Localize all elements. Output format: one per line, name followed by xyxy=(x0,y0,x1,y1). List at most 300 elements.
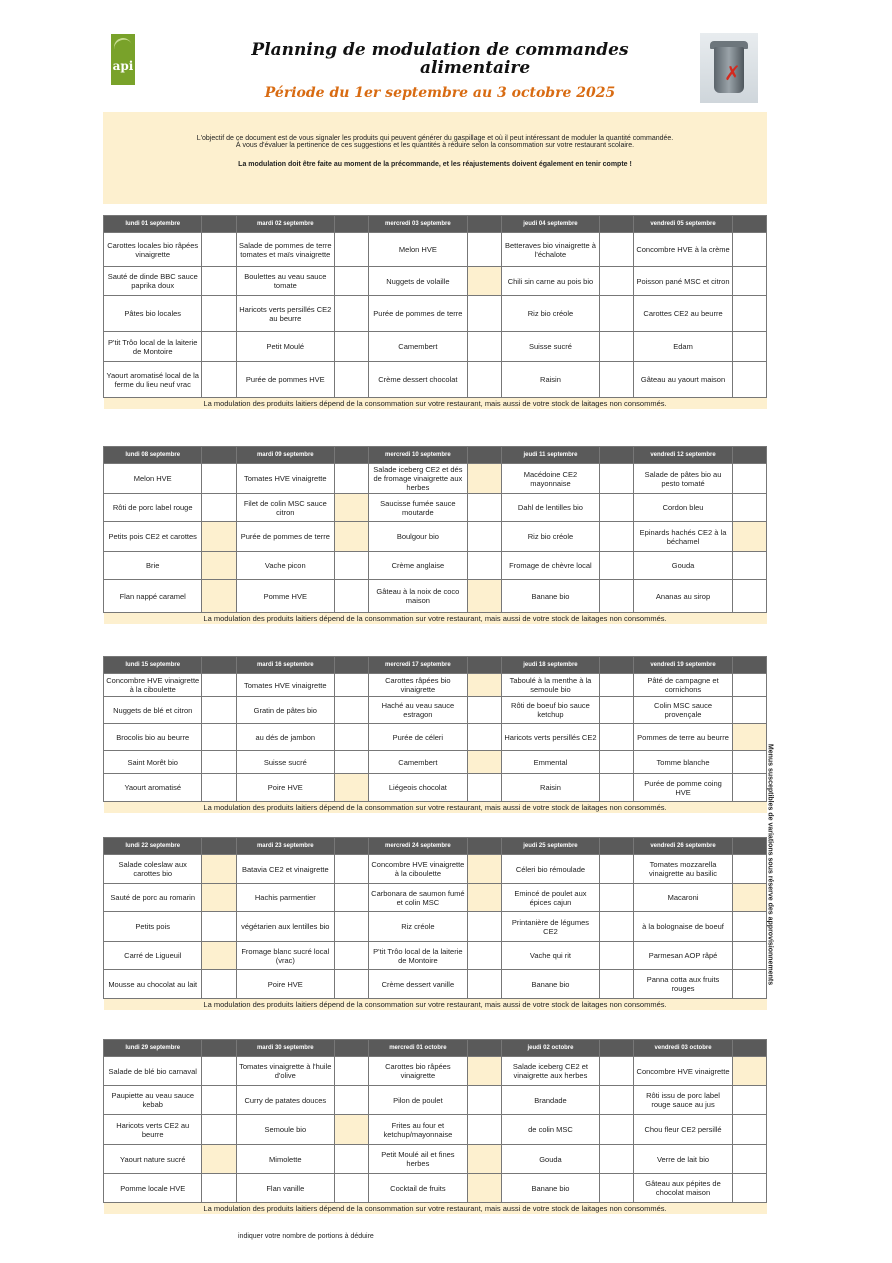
portion-header xyxy=(335,657,369,674)
portion-reduction-cell[interactable] xyxy=(335,464,369,494)
page-title: Planning de modulation de commandes xyxy=(251,40,629,60)
portion-header xyxy=(202,216,236,233)
portion-reduction-cell[interactable] xyxy=(202,970,236,999)
table-row xyxy=(104,855,767,884)
menu-item: Betteraves bio vinaigrette à l'échalote xyxy=(501,233,599,267)
menu-item: Pomme locale HVE xyxy=(104,1174,202,1203)
menu-item: Pomme HVE xyxy=(236,580,334,613)
menu-item: Paupiette au veau sauce kebab xyxy=(104,1086,202,1115)
portion-reduction-cell[interactable] xyxy=(467,855,501,884)
portion-reduction-cell[interactable] xyxy=(335,674,369,697)
portion-reduction-cell[interactable] xyxy=(732,774,766,802)
portion-reduction-cell[interactable] xyxy=(600,464,634,494)
portion-reduction-cell[interactable] xyxy=(732,267,766,296)
week-table xyxy=(103,656,767,813)
portion-header xyxy=(732,838,766,855)
menu-item: Petit Moulé xyxy=(236,332,334,362)
menu-item: Concombre HVE vinaigrette à la ciboulette xyxy=(369,855,467,884)
portion-reduction-cell[interactable] xyxy=(600,751,634,774)
api-logo xyxy=(111,34,135,85)
menu-item: Suisse sucré xyxy=(236,751,334,774)
portion-reduction-cell[interactable] xyxy=(467,970,501,999)
portion-reduction-cell[interactable] xyxy=(600,552,634,580)
day-header: mercredi 01 octobre xyxy=(369,1040,467,1057)
day-header: lundi 01 septembre xyxy=(104,216,202,233)
portion-reduction-cell[interactable] xyxy=(335,494,369,522)
menu-item: Salade de blé bio carnaval xyxy=(104,1057,202,1086)
menu-item: Purée de pommes de terre xyxy=(236,522,334,552)
table-row xyxy=(104,233,767,267)
portion-reduction-cell[interactable] xyxy=(732,1115,766,1145)
menu-item: Boulettes au veau sauce tomate xyxy=(236,267,334,296)
menu-item: Riz créole xyxy=(369,912,467,942)
portion-reduction-cell[interactable] xyxy=(732,1174,766,1203)
menu-item: Crème anglaise xyxy=(369,552,467,580)
table-row xyxy=(104,884,767,912)
portion-reduction-cell[interactable] xyxy=(335,1174,369,1203)
portion-reduction-cell[interactable] xyxy=(600,580,634,613)
menu-item: Poire HVE xyxy=(236,774,334,802)
menu-item: Cocktail de fruits xyxy=(369,1174,467,1203)
table-row xyxy=(104,296,767,332)
menu-item: Tomates HVE vinaigrette xyxy=(236,674,334,697)
week-table xyxy=(103,446,767,624)
menu-item: Purée de pommes HVE xyxy=(236,362,334,398)
portion-reduction-cell[interactable] xyxy=(467,942,501,970)
menu-item: Salade iceberg CE2 et vinaigrette aux herbes xyxy=(501,1057,599,1086)
menu-item: Edam xyxy=(634,332,732,362)
menu-item: Curry de patates douces xyxy=(236,1086,334,1115)
menu-item: Nuggets de blé et citron xyxy=(104,697,202,724)
intro-line-2: À vous d'évaluer la pertinence de ces suggestions et les quantités à réduire selon la consommation sur votre restaurant scolaire. xyxy=(235,142,635,149)
menu-item: Raisin xyxy=(501,774,599,802)
day-header: lundi 22 septembre xyxy=(104,838,202,855)
portion-reduction-cell[interactable] xyxy=(202,1057,236,1086)
portion-reduction-cell[interactable] xyxy=(600,332,634,362)
portion-reduction-cell[interactable] xyxy=(335,912,369,942)
menu-item: Yaourt aromatisé local de la ferme du lieu neuf vrac xyxy=(104,362,202,398)
menu-item: Chili sin carne au pois bio xyxy=(501,267,599,296)
portion-header xyxy=(335,1040,369,1057)
day-header: vendredi 12 septembre xyxy=(634,447,732,464)
portion-reduction-cell[interactable] xyxy=(467,267,501,296)
portion-reduction-cell[interactable] xyxy=(467,1086,501,1115)
portion-reduction-cell[interactable] xyxy=(202,332,236,362)
table-row xyxy=(104,1145,767,1174)
portion-reduction-cell[interactable] xyxy=(467,494,501,522)
dairy-note-row xyxy=(104,999,767,1011)
portion-reduction-cell[interactable] xyxy=(467,697,501,724)
menu-item: Banane bio xyxy=(501,580,599,613)
menu-item: Petits pois xyxy=(104,912,202,942)
red-cross-icon: ✗ xyxy=(724,61,741,85)
portion-reduction-cell[interactable] xyxy=(335,774,369,802)
portion-reduction-cell[interactable] xyxy=(202,494,236,522)
portion-reduction-cell[interactable] xyxy=(732,884,766,912)
menu-item: Haricots verts persillés CE2 xyxy=(501,724,599,751)
menu-item: Yaourt aromatisé xyxy=(104,774,202,802)
portion-reduction-cell[interactable] xyxy=(335,1145,369,1174)
portion-reduction-cell[interactable] xyxy=(600,233,634,267)
side-note-text: Menus susceptibles de variations sous réserve des approvisionnements xyxy=(766,743,774,986)
intro-box xyxy=(103,112,767,204)
dairy-note-row xyxy=(104,613,767,625)
portion-reduction-cell[interactable] xyxy=(335,751,369,774)
portion-reduction-cell[interactable] xyxy=(732,697,766,724)
portion-reduction-cell[interactable] xyxy=(467,362,501,398)
day-header: jeudi 18 septembre xyxy=(501,657,599,674)
portion-reduction-cell[interactable] xyxy=(732,464,766,494)
menu-item: Flan vanille xyxy=(236,1174,334,1203)
portion-reduction-cell[interactable] xyxy=(202,912,236,942)
portion-reduction-cell[interactable] xyxy=(335,296,369,332)
table-row xyxy=(104,332,767,362)
portion-reduction-cell[interactable] xyxy=(600,494,634,522)
portion-reduction-cell[interactable] xyxy=(600,1057,634,1086)
day-header: mardi 23 septembre xyxy=(236,838,334,855)
day-header: vendredi 19 septembre xyxy=(634,657,732,674)
day-header: lundi 29 septembre xyxy=(104,1040,202,1057)
portion-reduction-cell[interactable] xyxy=(202,942,236,970)
day-header-row xyxy=(104,1040,767,1057)
portion-reduction-cell[interactable] xyxy=(467,774,501,802)
menu-item: Haricots verts persillés CE2 au beurre xyxy=(236,296,334,332)
menu-item: Salade de pâtes bio au pesto tomaté xyxy=(634,464,732,494)
week-table xyxy=(103,837,767,1010)
menu-item: Printanière de légumes CE2 xyxy=(501,912,599,942)
portion-reduction-cell[interactable] xyxy=(335,522,369,552)
table-row xyxy=(104,1115,767,1145)
portion-reduction-cell[interactable] xyxy=(732,296,766,332)
portion-reduction-cell[interactable] xyxy=(732,1057,766,1086)
portion-reduction-cell[interactable] xyxy=(202,1174,236,1203)
portion-reduction-cell[interactable] xyxy=(467,233,501,267)
portion-reduction-cell[interactable] xyxy=(202,1115,236,1145)
title-overflow-fragment xyxy=(420,58,531,78)
portion-reduction-cell[interactable] xyxy=(335,362,369,398)
menu-item: Macaroni xyxy=(634,884,732,912)
portion-reduction-cell[interactable] xyxy=(600,724,634,751)
portion-reduction-cell[interactable] xyxy=(202,1086,236,1115)
menu-item: Banane bio xyxy=(501,1174,599,1203)
portion-reduction-cell[interactable] xyxy=(600,1174,634,1203)
portion-reduction-cell[interactable] xyxy=(600,1145,634,1174)
portion-reduction-cell[interactable] xyxy=(732,724,766,751)
menu-item: Parmesan AOP râpé xyxy=(634,942,732,970)
menu-item: de colin MSC xyxy=(501,1115,599,1145)
menu-item: Tomates vinaigrette à l'huile d'olive xyxy=(236,1057,334,1086)
menu-item: P'tit Trôo local de la laiterie de Montoire xyxy=(104,332,202,362)
dairy-note: La modulation des produits laitiers dépend de la consommation sur votre restaurant, mais aussi de votre stock de laitages non consommés. xyxy=(104,999,767,1011)
portion-reduction-cell[interactable] xyxy=(600,970,634,999)
menu-item: Tomates HVE vinaigrette xyxy=(236,464,334,494)
menu-item: Melon HVE xyxy=(369,233,467,267)
day-header-row xyxy=(104,838,767,855)
portion-reduction-cell[interactable] xyxy=(467,522,501,552)
day-header: jeudi 11 septembre xyxy=(501,447,599,464)
menu-item: Pommes de terre au beurre xyxy=(634,724,732,751)
portion-reduction-cell[interactable] xyxy=(467,912,501,942)
portion-reduction-cell[interactable] xyxy=(732,494,766,522)
menu-item: Pâtes bio locales xyxy=(104,296,202,332)
portion-reduction-cell[interactable] xyxy=(202,362,236,398)
day-header: mardi 16 septembre xyxy=(236,657,334,674)
portion-reduction-cell[interactable] xyxy=(600,942,634,970)
portion-reduction-cell[interactable] xyxy=(467,332,501,362)
portion-reduction-cell[interactable] xyxy=(202,855,236,884)
portion-reduction-cell[interactable] xyxy=(467,464,501,494)
table-row xyxy=(104,751,767,774)
portion-reduction-cell[interactable] xyxy=(202,464,236,494)
menu-item: Haché au veau sauce estragon xyxy=(369,697,467,724)
portion-reduction-cell[interactable] xyxy=(202,267,236,296)
portion-reduction-cell[interactable] xyxy=(335,1115,369,1145)
portion-reduction-cell[interactable] xyxy=(732,942,766,970)
day-header-row xyxy=(104,447,767,464)
portion-reduction-cell[interactable] xyxy=(335,580,369,613)
portion-header xyxy=(732,216,766,233)
day-header: jeudi 25 septembre xyxy=(501,838,599,855)
table-row xyxy=(104,942,767,970)
portion-reduction-cell[interactable] xyxy=(335,1057,369,1086)
portion-reduction-cell[interactable] xyxy=(202,697,236,724)
portion-header xyxy=(467,216,501,233)
day-header: jeudi 04 septembre xyxy=(501,216,599,233)
menu-item: Mimolette xyxy=(236,1145,334,1174)
menu-item: Carré de Ligueuil xyxy=(104,942,202,970)
portion-reduction-cell[interactable] xyxy=(600,697,634,724)
menu-item: Panna cotta aux fruits rouges xyxy=(634,970,732,999)
menu-item: Gâteau à la noix de coco maison xyxy=(369,580,467,613)
portion-reduction-cell[interactable] xyxy=(732,1086,766,1115)
portion-reduction-cell[interactable] xyxy=(732,233,766,267)
portion-reduction-cell[interactable] xyxy=(467,1145,501,1174)
portion-reduction-cell[interactable] xyxy=(600,1086,634,1115)
portion-reduction-cell[interactable] xyxy=(202,522,236,552)
portion-reduction-cell[interactable] xyxy=(467,884,501,912)
portion-reduction-cell[interactable] xyxy=(335,942,369,970)
menu-item: Filet de colin MSC sauce citron xyxy=(236,494,334,522)
menu-item: Saucisse fumée sauce moutarde xyxy=(369,494,467,522)
menu-item: Emincé de poulet aux épices cajun xyxy=(501,884,599,912)
menu-item: Brocolis bio au beurre xyxy=(104,724,202,751)
portion-reduction-cell[interactable] xyxy=(335,267,369,296)
portion-reduction-cell[interactable] xyxy=(467,724,501,751)
portion-reduction-cell[interactable] xyxy=(335,884,369,912)
portion-header xyxy=(600,447,634,464)
menu-item: Petits pois CE2 et carottes xyxy=(104,522,202,552)
table-row xyxy=(104,724,767,751)
portion-reduction-cell[interactable] xyxy=(202,1145,236,1174)
portion-header xyxy=(732,447,766,464)
menu-item: Salade de pommes de terre tomates et maïs vinaigrette xyxy=(236,233,334,267)
table-row xyxy=(104,522,767,552)
portion-reduction-cell[interactable] xyxy=(600,267,634,296)
menu-item: Rôti de porc label rouge xyxy=(104,494,202,522)
menu-item: Flan nappé caramel xyxy=(104,580,202,613)
portion-reduction-cell[interactable] xyxy=(467,1174,501,1203)
portion-header xyxy=(467,447,501,464)
menu-item: Gâteau aux pépites de chocolat maison xyxy=(634,1174,732,1203)
portion-reduction-cell[interactable] xyxy=(202,884,236,912)
day-header: mardi 30 septembre xyxy=(236,1040,334,1057)
portion-header xyxy=(335,838,369,855)
portion-reduction-cell[interactable] xyxy=(600,296,634,332)
day-header: vendredi 03 octobre xyxy=(634,1040,732,1057)
menu-item: Vache picon xyxy=(236,552,334,580)
portion-reduction-cell[interactable] xyxy=(467,552,501,580)
table-row xyxy=(104,697,767,724)
menu-item: au dés de jambon xyxy=(236,724,334,751)
portion-reduction-cell[interactable] xyxy=(467,1115,501,1145)
menu-item: Colin MSC sauce provençale xyxy=(634,697,732,724)
menu-item: Emmental xyxy=(501,751,599,774)
menu-item: Taboulé à la menthe à la semoule bio xyxy=(501,674,599,697)
portion-reduction-cell[interactable] xyxy=(335,552,369,580)
menu-item: Mousse au chocolat au lait xyxy=(104,970,202,999)
portion-header xyxy=(202,1040,236,1057)
table-row xyxy=(104,267,767,296)
menu-item: Riz bio créole xyxy=(501,522,599,552)
menu-item: Gouda xyxy=(501,1145,599,1174)
portion-reduction-cell[interactable] xyxy=(732,751,766,774)
portion-reduction-cell[interactable] xyxy=(467,674,501,697)
week-table xyxy=(103,215,767,409)
menu-item: Riz bio créole xyxy=(501,296,599,332)
menu-item: Pilon de poulet xyxy=(369,1086,467,1115)
portion-reduction-cell[interactable] xyxy=(732,674,766,697)
portion-reduction-cell[interactable] xyxy=(335,332,369,362)
menu-item: à la bolognaise de boeuf xyxy=(634,912,732,942)
portion-reduction-cell[interactable] xyxy=(335,697,369,724)
portion-reduction-cell[interactable] xyxy=(732,970,766,999)
dairy-note: La modulation des produits laitiers dépend de la consommation sur votre restaurant, mais aussi de votre stock de laitages non consommés. xyxy=(104,613,767,625)
portion-reduction-cell[interactable] xyxy=(732,552,766,580)
portion-reduction-cell[interactable] xyxy=(600,1115,634,1145)
menu-item: Cordon bleu xyxy=(634,494,732,522)
portion-header xyxy=(202,838,236,855)
menu-item: Nuggets de volaille xyxy=(369,267,467,296)
menu-item: Brandade xyxy=(501,1086,599,1115)
portion-reduction-cell[interactable] xyxy=(732,522,766,552)
portion-reduction-cell[interactable] xyxy=(600,912,634,942)
portion-reduction-cell[interactable] xyxy=(732,580,766,613)
portion-reduction-cell[interactable] xyxy=(335,855,369,884)
day-header-row xyxy=(104,657,767,674)
menu-item: Fromage blanc sucré local (vrac) xyxy=(236,942,334,970)
menu-item: Carottes bio râpées vinaigrette xyxy=(369,1057,467,1086)
day-header: mercredi 10 septembre xyxy=(369,447,467,464)
portion-reduction-cell[interactable] xyxy=(335,970,369,999)
menu-item: Purée de pommes de terre xyxy=(369,296,467,332)
portion-reduction-cell[interactable] xyxy=(467,751,501,774)
table-row xyxy=(104,464,767,494)
menu-item: Concombre HVE vinaigrette xyxy=(634,1057,732,1086)
portion-reduction-cell[interactable] xyxy=(732,332,766,362)
menu-item: Carottes râpées bio vinaigrette xyxy=(369,674,467,697)
menu-item: Frites au four et ketchup/mayonnaise xyxy=(369,1115,467,1145)
portion-reduction-cell[interactable] xyxy=(202,233,236,267)
portion-reduction-cell[interactable] xyxy=(732,1145,766,1174)
table-row xyxy=(104,580,767,613)
portion-header xyxy=(600,838,634,855)
portion-reduction-cell[interactable] xyxy=(202,674,236,697)
day-header: mercredi 17 septembre xyxy=(369,657,467,674)
portion-reduction-cell[interactable] xyxy=(202,751,236,774)
menu-item: Macédoine CE2 mayonnaise xyxy=(501,464,599,494)
portion-header xyxy=(467,838,501,855)
portion-reduction-cell[interactable] xyxy=(600,362,634,398)
menu-item: Purée de céleri xyxy=(369,724,467,751)
dairy-note-row xyxy=(104,802,767,814)
menu-item: Chou fleur CE2 persillé xyxy=(634,1115,732,1145)
portion-reduction-cell[interactable] xyxy=(600,674,634,697)
menu-item: P'tit Trôo local de la laiterie de Montoire xyxy=(369,942,467,970)
menu-item: Gouda xyxy=(634,552,732,580)
table-row xyxy=(104,912,767,942)
menu-item: Tomme blanche xyxy=(634,751,732,774)
menu-item: Concombre HVE à la crème xyxy=(634,233,732,267)
portion-reduction-cell[interactable] xyxy=(467,580,501,613)
portion-reduction-cell[interactable] xyxy=(202,724,236,751)
portion-reduction-cell[interactable] xyxy=(202,580,236,613)
period-subtitle: Période du 1er septembre au 3 octobre 2025 xyxy=(264,85,616,101)
portion-reduction-cell[interactable] xyxy=(467,1057,501,1086)
day-header: lundi 08 septembre xyxy=(104,447,202,464)
portion-reduction-cell[interactable] xyxy=(732,912,766,942)
table-row xyxy=(104,1057,767,1086)
day-header: mardi 02 septembre xyxy=(236,216,334,233)
table-row xyxy=(104,970,767,999)
portion-reduction-cell[interactable] xyxy=(600,522,634,552)
menu-item: Petit Moulé ail et fines herbes xyxy=(369,1145,467,1174)
intro-line-3: La modulation doit être faite au moment de la précommande, et les réajustements doivent également en tenir compte ! xyxy=(238,161,632,168)
menu-item: Camembert xyxy=(369,751,467,774)
portion-header xyxy=(600,1040,634,1057)
menu-item: Gâteau au yaourt maison xyxy=(634,362,732,398)
menu-item: Sauté de porc au romarin xyxy=(104,884,202,912)
side-note xyxy=(765,726,775,1006)
portion-reduction-cell[interactable] xyxy=(202,774,236,802)
portion-reduction-cell[interactable] xyxy=(335,724,369,751)
menu-item: Raisin xyxy=(501,362,599,398)
title-overflow-text: alimentaire xyxy=(420,58,531,78)
portion-reduction-cell[interactable] xyxy=(202,552,236,580)
portion-reduction-cell[interactable] xyxy=(600,855,634,884)
menu-item: Pâté de campagne et cornichons xyxy=(634,674,732,697)
portion-reduction-cell[interactable] xyxy=(467,296,501,332)
portion-reduction-cell[interactable] xyxy=(600,774,634,802)
portion-reduction-cell[interactable] xyxy=(732,362,766,398)
portion-header xyxy=(202,447,236,464)
portion-reduction-cell[interactable] xyxy=(202,296,236,332)
portion-reduction-cell[interactable] xyxy=(335,1086,369,1115)
portion-header xyxy=(467,1040,501,1057)
portion-reduction-cell[interactable] xyxy=(600,884,634,912)
portion-reduction-cell[interactable] xyxy=(732,855,766,884)
day-header: vendredi 05 septembre xyxy=(634,216,732,233)
menu-item: Batavia CE2 et vinaigrette xyxy=(236,855,334,884)
day-header: mardi 09 septembre xyxy=(236,447,334,464)
table-row xyxy=(104,552,767,580)
menu-item: Rôti de boeuf bio sauce ketchup xyxy=(501,697,599,724)
menu-item: Semoule bio xyxy=(236,1115,334,1145)
menu-item: Suisse sucré xyxy=(501,332,599,362)
day-header: lundi 15 septembre xyxy=(104,657,202,674)
portion-reduction-cell[interactable] xyxy=(335,233,369,267)
menu-item: Liégeois chocolat xyxy=(369,774,467,802)
portion-header xyxy=(335,447,369,464)
